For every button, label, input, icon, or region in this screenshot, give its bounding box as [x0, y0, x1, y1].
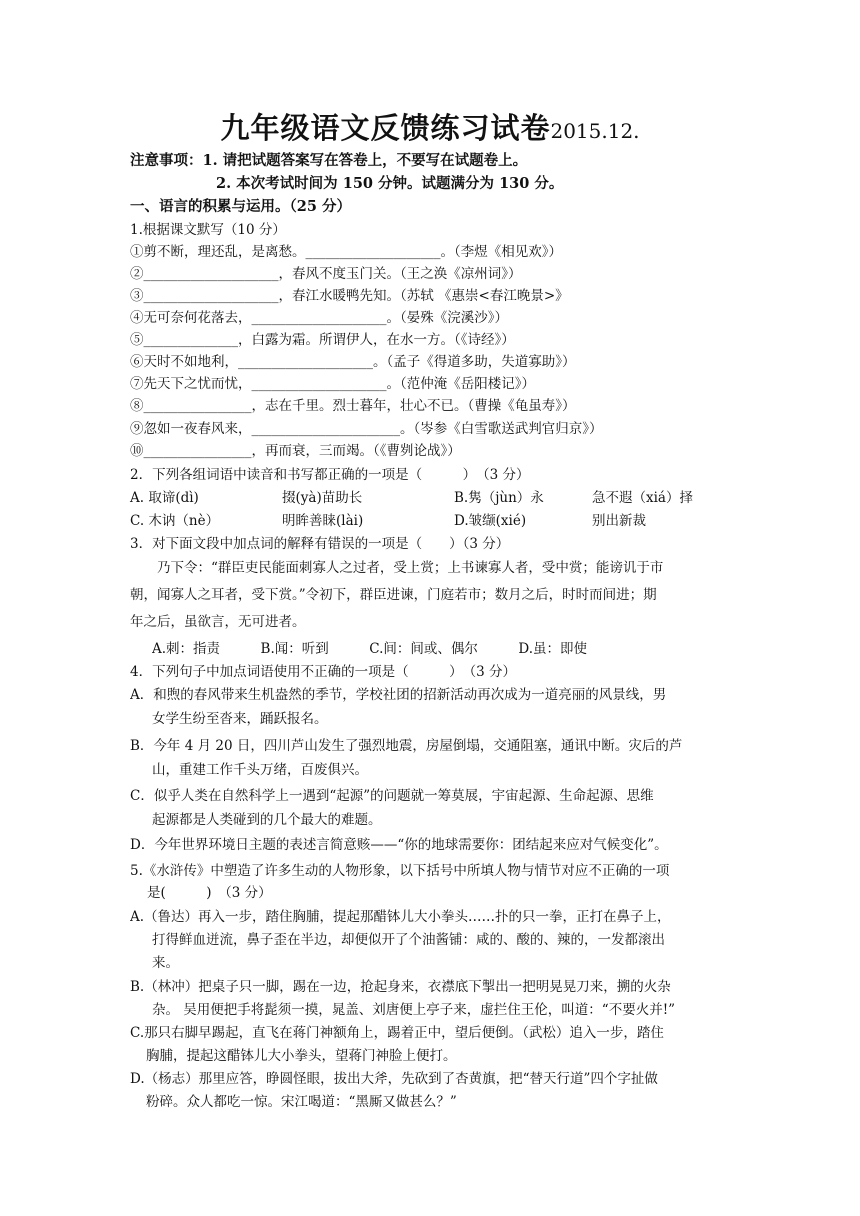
q2-option-c-2: 明眸善睐(lài)	[282, 513, 364, 529]
q1-line-10: ⑩________________，再而衰，三而竭。（《曹刿论战》）	[130, 443, 461, 459]
q5-stem-line-2: 是( ) （3 分）	[147, 885, 272, 901]
q1-line-6: ⑥天时不如地利，____________________。（孟子《得道多助，失道寡助》）	[130, 354, 576, 370]
q2-option-d-1: D.皱缬(xié)	[454, 513, 527, 529]
section1-heading: 一、语言的积累与运用。（25 分）	[130, 198, 351, 215]
q4-option-c-line-1: C．似乎人类在自然科学上一遇到“起源”的问题就一筹莫展，宇宙起源、生命起源、思维	[130, 788, 654, 804]
q3-stem: 3．对下面文段中加点词的解释有错误的一项是（ ）（3 分）	[130, 536, 510, 552]
q1-line-2: ②____________________，春风不度玉门关。（王之涣《凉州词》）	[130, 266, 522, 282]
page-title	[0, 106, 860, 147]
q3-passage-2: 朝，闻寡人之耳者，受下赏。”令初下，群臣进谏，门庭若市；数月之后，时时而间进；期	[130, 587, 657, 603]
q4-stem: 4．下列句子中加点词语使用不正确的一项是（ ） （3 分）	[130, 664, 516, 680]
q5-option-a-line-2: 打得鲜血迸流，鼻子歪在半边，却便似开了个油酱铺：咸的、酸的、辣的，一发都滚出	[152, 932, 665, 948]
q1-line-8: ⑧________________，志在千里。烈士暮年，壮心不已。（曹操《龟虽寿》）	[130, 398, 576, 414]
q5-option-d-line-1: D.（杨志）那里应答，睁圆怪眼，拔出大斧，先砍到了杏黄旗，把“替天行道”四个字扯做	[130, 1071, 658, 1087]
q4-option-b-line-1: B．今年 4 月 20 日，四川芦山发生了强烈地震，房屋倒塌，交通阻塞，通讯中断。灾后的芦	[130, 738, 683, 754]
title-date: 2015.12.	[550, 119, 640, 143]
notice-line-1	[130, 150, 760, 172]
q3-passage-1: 乃下令：“群臣吏民能面刺寡人之过者，受上赏；上书谏寡人者，受中赏；能谤讥于市	[157, 560, 664, 576]
q5-option-a-line-3: 来。	[152, 955, 179, 971]
q1-intro: 1.根据课文默写（10 分）	[130, 222, 286, 238]
q4-option-a-line-2: 女学生纷至沓来，踊跃报名。	[152, 711, 328, 727]
q1-line-4: ④无可奈何花落去，____________________。（晏殊《浣溪沙》）	[130, 310, 508, 326]
notice-line-2	[216, 173, 760, 195]
q5-option-d-line-2: 粉碎。众人都吃一惊。宋江喝道：“黑厮又做甚么？”	[146, 1094, 457, 1110]
q1-line-5: ⑤______________，白露为霜。所谓伊人，在水一方。（《诗经》）	[130, 332, 515, 348]
title-text: 九年级语文反馈练习试卷	[220, 111, 551, 145]
q4-option-c-line-2: 起源都是人类碰到的几个最大的难题。	[152, 812, 382, 828]
q2-option-a-1: A. 取谛(dì)	[130, 490, 199, 506]
q5-option-c-line-2: 胸脯，提起这醋钵儿大小拳头，望蒋门神脸上便打。	[146, 1048, 457, 1064]
q5-option-a-line-1: A.（鲁达）再入一步，踏住胸脯，提起那醋钵儿大小拳头……扑的只一拳，正打在鼻子上，	[130, 909, 671, 925]
q2-option-c-1: C. 木讷（nè）	[130, 513, 220, 529]
q5-option-b-line-2: 杂。 吴用便把手将髭须一摸，晁盖、刘唐便上亭子来，虚拦住王伦，叫道：“不要火并!”	[152, 1002, 676, 1018]
q2-option-d-2: 别出新裁	[592, 513, 646, 529]
q3-passage-3: 年之后，虽欲言，无可进者。	[130, 614, 306, 630]
notice-item-1: 1. 请把试题答案写在答卷上，不要写在试题卷上。	[202, 152, 528, 169]
q1-line-1: ①剪不断，理还乱，是离愁。____________________。（李煜《相见欢》）	[130, 244, 562, 260]
q2-stem: 2．下列各组词语中读音和书写都正确的一项是（ ） （3 分）	[130, 467, 530, 483]
q1-line-3: ③____________________，春江水暖鸭先知。（苏轼 《惠崇<春江晚景>》	[130, 288, 569, 304]
q4-option-d: D．今年世界环境日主题的表述言简意赅——“你的地球需要你：团结起来应对气候变化”。	[130, 837, 668, 853]
q2-option-a-2: 掇(yà)苗助长	[282, 490, 363, 506]
q1-line-7: ⑦先天下之忧而忧，____________________。（范仲淹《岳阳楼记》）	[130, 376, 535, 392]
notice-item-2: 2. 本次考试时间为 150 分钟。试题满分为 130 分。	[216, 175, 564, 192]
q1-line-9: ⑨忽如一夜春风来，______________________。（岑参《白雪歌送武判官归京》）	[130, 421, 603, 437]
q4-option-a-line-1: A．和煦的春风带来生机盎然的季节，学校社团的招新活动再次成为一道亮丽的风景线，男	[130, 687, 667, 703]
q5-option-b-line-1: B.（林冲）把桌子只一脚，踢在一边，抢起身来，衣襟底下掣出一把明晃晃刀来，搠的火杂	[130, 979, 671, 995]
q5-stem-line-1: 5.《水浒传》中塑造了许多生动的人物形象，以下括号中所填人物与情节对应不正确的一项	[130, 863, 670, 879]
q2-option-b-2: 急不遐（xiá）择	[592, 490, 693, 506]
notice-label: 注意事项：	[130, 152, 203, 169]
q3-options: A.刺：指责 B.闻：听到 C.间：间或、偶尔 D.虽：即使	[152, 641, 588, 657]
q5-option-c-line-1: C.那只右脚早踢起，直飞在蒋门神额角上，踢着正中，望后便倒。（武松）追入一步，踏住	[130, 1025, 664, 1041]
q2-option-b-1: B.隽（jùn）永	[454, 490, 544, 506]
q4-option-b-line-2: 山，重建工作千头万绪，百废俱兴。	[152, 762, 368, 778]
